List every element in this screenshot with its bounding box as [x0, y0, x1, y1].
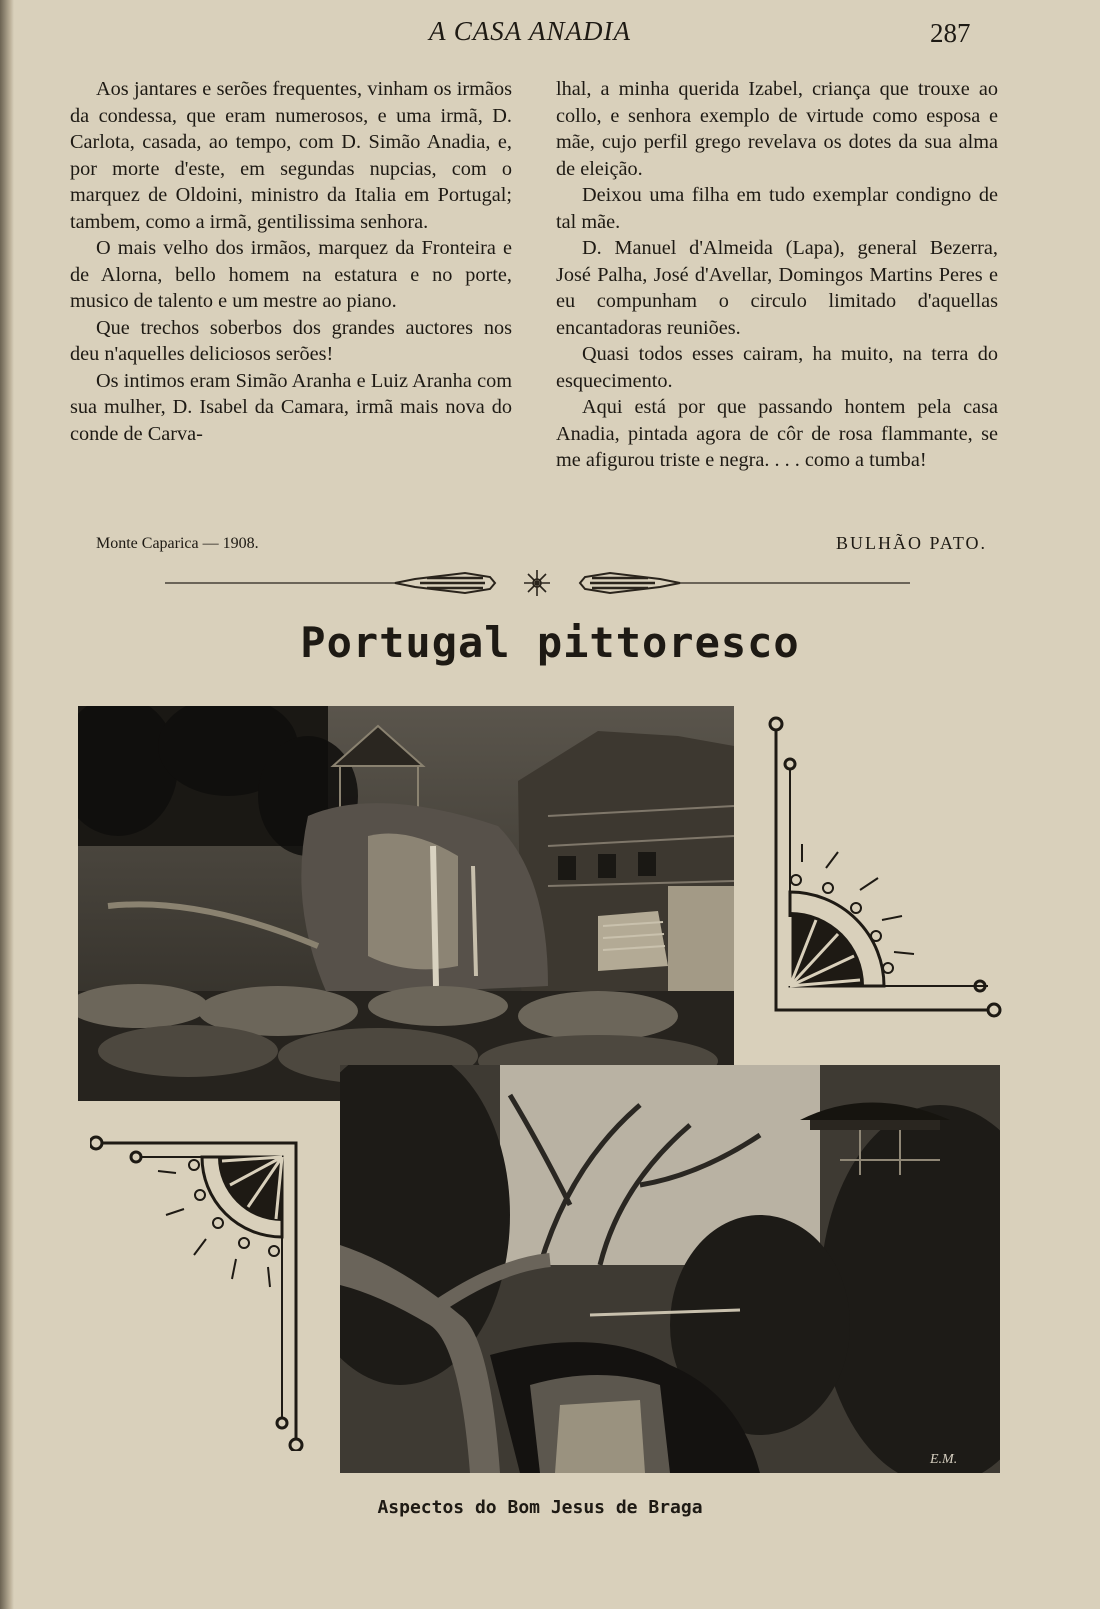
paragraph: Deixou uma filha em tudo exemplar condigno de tal mãe.: [556, 184, 998, 233]
paragraph: Que trechos soberbos dos grandes auctores nos deu n'aquelles deliciosos serões!: [70, 316, 512, 365]
running-title: A CASA ANADIA: [429, 16, 631, 46]
author-signature: BULHÃO PATO.: [836, 533, 988, 553]
corner-ornament-bottom: [90, 1133, 312, 1451]
article-left-column: [70, 76, 512, 447]
paragraph: Quasi todos esses cairam, ha muito, na terra do esquecimento.: [556, 343, 998, 392]
page-number: 287: [930, 18, 971, 48]
paragraph: D. Manuel d'Almeida (Lapa), general Bezerra, José Palha, José d'Avellar, Domingos Martins Peres e eu compunham o circulo limitado d'aquellas encantadoras reuniões.: [556, 237, 998, 339]
place-date: Monte Caparica — 1908.: [96, 535, 259, 552]
paragraph: Os intimos eram Simão Aranha e Luiz Aranha com sua mulher, D. Isabel da Camara, irmã mais nova do conde de Carva-: [70, 369, 512, 445]
photographer-signature: E.M.: [930, 1452, 958, 1467]
garden-grotto-photo: [78, 706, 734, 1101]
corner-ornament-top: [766, 712, 1002, 1022]
article-right-column: [556, 76, 998, 474]
section-title: Portugal pittoresco: [300, 618, 800, 667]
forest-pond-image: [340, 1065, 1000, 1473]
forest-pond-photo: [340, 1065, 1000, 1473]
photo-caption: Aspectos do Bom Jesus de Braga: [377, 1497, 703, 1518]
paragraph-continuation: lhal, a minha querida Izabel, criança que trouxe ao collo, e senhora exemplo de virtude como esposa e mãe, cujo perfil grego revelava os dotes da sua alma de eleição.: [556, 78, 998, 180]
paragraph: O mais velho dos irmãos, marquez da Fronteira e de Alorna, bello homem na estatura e no porte, musico de talento e um mestre ao piano.: [70, 237, 512, 312]
grotto-building-image: [78, 706, 734, 1101]
paragraph: Aos jantares e serões frequentes, vinham os irmãos da condessa, que eram numerosos, e uma irmã, D. Carlota, casada, ao tempo, com D. Simão Anadia, e, por morte d'este, em segundas nupcias, com o marquez de Oldoini, ministro da Italia em Portugal; tambem, como a irmã, gentilissima senhora.: [70, 78, 512, 233]
page-binding-shadow: [0, 0, 14, 1609]
ornamental-divider: [165, 568, 910, 598]
paragraph: Aqui está por que passando hontem pela casa Anadia, pintada agora de côr de rosa flammante, se me afigurou triste e negra. . . . como a tumba!: [556, 396, 998, 471]
